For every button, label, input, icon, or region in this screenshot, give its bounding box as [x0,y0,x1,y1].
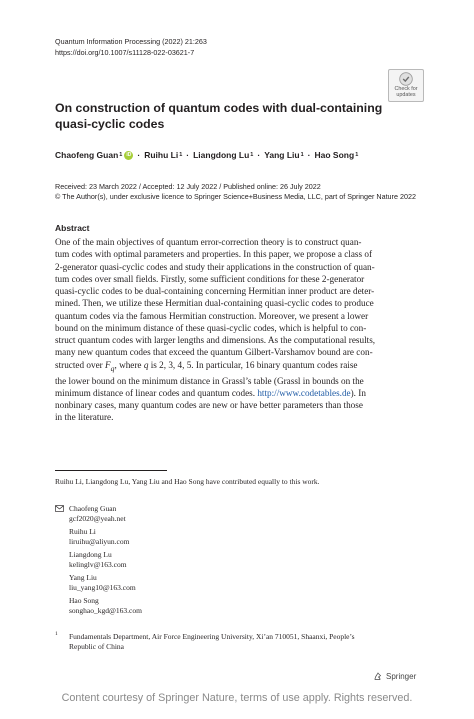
publisher-name: Springer [386,671,417,681]
abstract-line: quasi-cyclic codes to be dual-containing concerning Hermitian inner product are deter- [55,286,375,296]
contact-email[interactable]: gcf2020@yeah.net [69,513,126,523]
codetables-link[interactable]: http://www.codetables.de [257,387,351,398]
field-symbol: F [105,359,111,370]
abstract-line: mined. Then, we utilize these Hermitian dual-containing quasi-cyclic codes to produce [55,298,374,309]
author-separator: · [257,150,261,160]
check-updates-line2: updates [396,92,416,98]
abstract-line: struct quantum codes with larger lengths and dimensions. As the computational results, [55,335,376,345]
doi-link[interactable]: https://doi.org/10.1007/s11128-022-03621-7 [55,47,195,57]
check-updates-icon [399,72,413,86]
author-affil-mark: 1 [355,152,359,158]
abstract-line [55,387,420,399]
author-name[interactable]: Chaofeng Guan [55,150,119,160]
title-line-2: quasi-cyclic codes [55,116,165,131]
field-subscript: q [110,363,115,373]
abstract-line: 2-generator quasi-cyclic codes and study their applications in the construction of quan- [55,261,375,272]
author-affil-mark: 1 [300,152,304,158]
contact-email[interactable]: liu_yang10@163.com [69,582,136,592]
contribution-note: Ruihu Li, Liangdong Lu, Yang Liu and Hao Song have contributed equally to this work. [55,477,320,486]
author-affil-mark: 1 [250,152,254,158]
abstract-text: , where [114,359,144,370]
history-line: Received: 23 March 2022 / Accepted: 12 July 2022 / Published online: 26 July 2022 [55,182,321,191]
contact-email[interactable]: songhao_kgd@163.com [69,605,142,615]
contact-name: Hao Song [69,596,99,605]
abstract-line: the lower bound on the minimum distance in Grassl’s table (Grassl in bounds on the [55,375,364,386]
contact-name: Liangdong Lu [69,550,112,559]
abstract-text: ). In [350,387,366,398]
check-for-updates-badge[interactable] [388,69,424,102]
author-separator: · [137,150,141,160]
abstract-line: nonbinary cases, many quantum codes are new or have better parameters than those [55,400,363,411]
contact-name: Chaofeng Guan [69,504,117,513]
abstract-heading: Abstract [55,223,90,233]
abstract-line: tum codes with optimal parameters and properties. In this paper, we propose a class of [55,249,373,260]
contact-name: Ruihu Li [69,527,96,536]
abstract-line: bound on the minimum distance of these quasi-cyclic codes, which is helpful to con- [55,322,367,333]
author-name[interactable]: Hao Song [314,150,355,160]
abstract-body [55,236,420,424]
author-affil-mark: 1 [179,152,183,158]
title-line-1: On construction of quantum codes with dual-containing [55,101,383,115]
publisher-logo [373,671,416,681]
abstract-line: in the literature. [55,412,114,423]
author-list [55,150,358,160]
affiliation-line: Fundamentals Department, Air Force Engineering University, Xi’an 710051, Shaanxi, People’s [69,632,355,641]
author-name[interactable]: Ruihu Li [144,150,179,160]
abstract-line: quantum codes via the famous Hermitian construction. Moreover, we present a lower [55,310,369,321]
abstract-line: One of the main objectives of quantum error-correction theory is to construct quan- [55,237,362,247]
abstract-text: minimum distance of linear codes and quantum codes. [55,387,258,398]
springer-horse-icon [373,671,383,681]
author-affil-mark: 1 [119,152,123,158]
footnote-divider [55,470,167,471]
journal-citation: Quantum Information Processing (2022) 21:263 [55,37,207,46]
contact-email[interactable]: liruihu@aliyun.com [69,536,130,546]
author-separator: · [186,150,190,160]
courtesy-watermark: Content courtesy of Springer Nature, terms of use apply. Rights reserved. [61,692,413,704]
envelope-icon [55,505,64,512]
paper-title [55,101,385,132]
author-name[interactable]: Liangdong Lu [193,150,250,160]
affiliation-line: Republic of China [69,641,124,651]
contact-name: Yang Liu [69,573,97,582]
abstract-text: is 2, 3, 4, 5. In particular, 16 binary quantum codes raise [148,359,358,370]
abstract-line: tum codes over small fields. Firstly, some sufficient conditions for these 2-generator [55,273,365,284]
contact-email[interactable]: kelinglv@163.com [69,559,127,569]
journal-header [55,37,207,58]
orcid-icon[interactable]: iD [126,151,132,158]
author-separator: · [307,150,311,160]
abstract-line [55,359,420,375]
abstract-text: structed over [55,359,106,370]
abstract-line: many new quantum codes that exceed the quantum Gilbert-Varshamov bound are con- [55,347,373,358]
check-updates-line1: Check for [394,86,418,92]
publication-dates [55,182,416,202]
affiliation-number: 1 [55,631,58,637]
copyright-line: © The Author(s), under exclusive licence to Springer Science+Business Media, LLC, part of Springer Nature 2022 [55,192,416,201]
variable-q: q [143,359,149,370]
author-name[interactable]: Yang Liu [264,150,300,160]
